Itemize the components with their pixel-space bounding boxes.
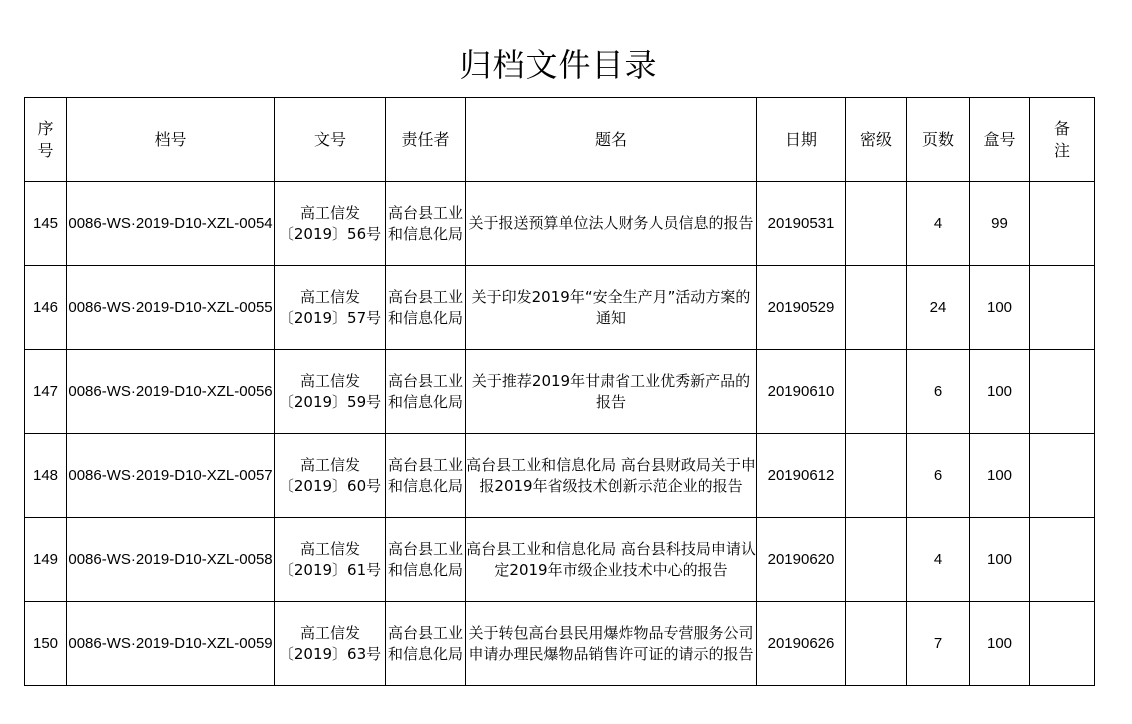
cell-pages: 4 (907, 518, 970, 602)
table-row (25, 518, 1095, 602)
cell-subject: 关于推荐2019年甘肃省工业优秀新产品的报告 (466, 350, 757, 434)
cell-date: 20190620 (757, 518, 846, 602)
cell-responsible: 高台县工业和信息化局 (386, 518, 466, 602)
header-box: 盒号 (970, 98, 1030, 182)
cell-archive-no: 0086-WS·2019-D10-XZL-0058 (67, 518, 275, 602)
cell-date: 20190531 (757, 182, 846, 266)
cell-box: 100 (970, 266, 1030, 350)
header-security: 密级 (846, 98, 907, 182)
cell-security (846, 434, 907, 518)
cell-date: 20190529 (757, 266, 846, 350)
header-remarks: 备注 (1030, 98, 1095, 182)
cell-remarks (1030, 434, 1095, 518)
cell-responsible: 高台县工业和信息化局 (386, 350, 466, 434)
cell-box: 100 (970, 602, 1030, 686)
header-date: 日期 (757, 98, 846, 182)
cell-archive-no: 0086-WS·2019-D10-XZL-0054 (67, 182, 275, 266)
cell-security (846, 602, 907, 686)
cell-archive-no: 0086-WS·2019-D10-XZL-0059 (67, 602, 275, 686)
cell-archive-no: 0086-WS·2019-D10-XZL-0056 (67, 350, 275, 434)
cell-seq: 146 (25, 266, 67, 350)
cell-doc-no: 高工信发〔2019〕56号 (275, 182, 386, 266)
cell-subject: 高台县工业和信息化局 高台县科技局申请认定2019年市级企业技术中心的报告 (466, 518, 757, 602)
cell-pages: 4 (907, 182, 970, 266)
cell-responsible: 高台县工业和信息化局 (386, 602, 466, 686)
header-doc-no: 文号 (275, 98, 386, 182)
cell-pages: 6 (907, 350, 970, 434)
cell-date: 20190612 (757, 434, 846, 518)
cell-pages: 6 (907, 434, 970, 518)
table-row (25, 434, 1095, 518)
header-subject: 题名 (466, 98, 757, 182)
header-pages: 页数 (907, 98, 970, 182)
archive-catalog-table (24, 97, 1095, 686)
cell-box: 99 (970, 182, 1030, 266)
cell-remarks (1030, 602, 1095, 686)
cell-seq: 148 (25, 434, 67, 518)
cell-archive-no: 0086-WS·2019-D10-XZL-0055 (67, 266, 275, 350)
cell-subject: 关于报送预算单位法人财务人员信息的报告 (466, 182, 757, 266)
cell-remarks (1030, 518, 1095, 602)
cell-seq: 147 (25, 350, 67, 434)
cell-doc-no: 高工信发〔2019〕57号 (275, 266, 386, 350)
cell-box: 100 (970, 350, 1030, 434)
cell-box: 100 (970, 434, 1030, 518)
cell-subject: 关于印发2019年“安全生产月”活动方案的通知 (466, 266, 757, 350)
cell-security (846, 182, 907, 266)
cell-responsible: 高台县工业和信息化局 (386, 266, 466, 350)
cell-pages: 7 (907, 602, 970, 686)
cell-remarks (1030, 266, 1095, 350)
cell-doc-no: 高工信发〔2019〕63号 (275, 602, 386, 686)
cell-archive-no: 0086-WS·2019-D10-XZL-0057 (67, 434, 275, 518)
cell-doc-no: 高工信发〔2019〕60号 (275, 434, 386, 518)
cell-remarks (1030, 350, 1095, 434)
cell-pages: 24 (907, 266, 970, 350)
header-archive-no: 档号 (67, 98, 275, 182)
cell-security (846, 350, 907, 434)
cell-subject: 关于转包高台县民用爆炸物品专营服务公司申请办理民爆物品销售许可证的请示的报告 (466, 602, 757, 686)
table-row (25, 266, 1095, 350)
cell-date: 20190626 (757, 602, 846, 686)
header-row (25, 98, 1095, 182)
cell-doc-no: 高工信发〔2019〕61号 (275, 518, 386, 602)
cell-seq: 145 (25, 182, 67, 266)
cell-seq: 149 (25, 518, 67, 602)
cell-doc-no: 高工信发〔2019〕59号 (275, 350, 386, 434)
page-title: 归档文件目录 (459, 46, 658, 84)
cell-responsible: 高台县工业和信息化局 (386, 434, 466, 518)
cell-responsible: 高台县工业和信息化局 (386, 182, 466, 266)
cell-box: 100 (970, 518, 1030, 602)
cell-remarks (1030, 182, 1095, 266)
cell-security (846, 518, 907, 602)
table-row (25, 182, 1095, 266)
header-responsible: 责任者 (386, 98, 466, 182)
header-seq: 序号 (25, 98, 67, 182)
cell-security (846, 266, 907, 350)
cell-seq: 150 (25, 602, 67, 686)
table-row (25, 350, 1095, 434)
cell-date: 20190610 (757, 350, 846, 434)
table-row (25, 602, 1095, 686)
cell-subject: 高台县工业和信息化局 高台县财政局关于申报2019年省级技术创新示范企业的报告 (466, 434, 757, 518)
